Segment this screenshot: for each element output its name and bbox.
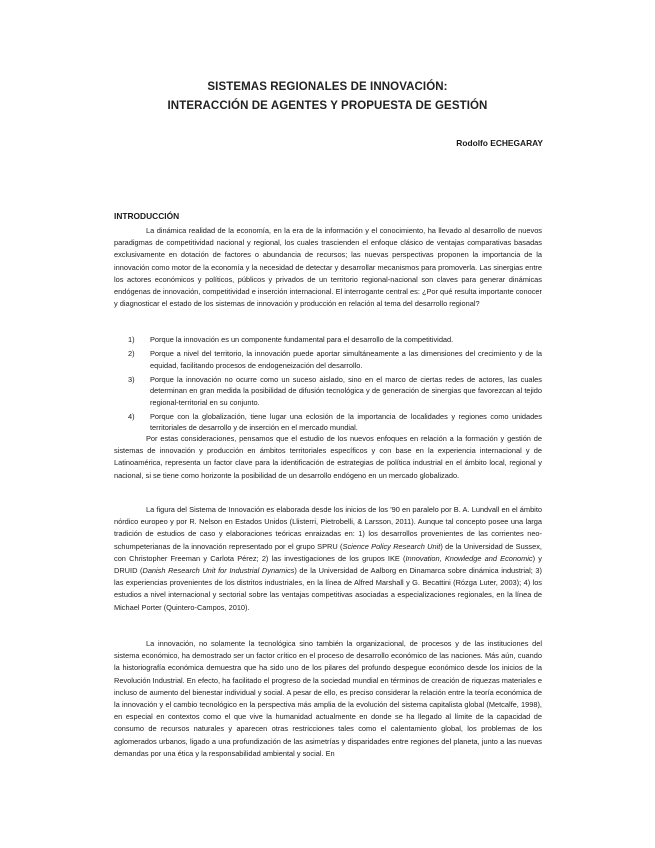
list-item-text: Porque la innovación no ocurre como un suceso aislado, sino en el marco de ciertas redes de actores, las cuales determinan en gran medida la posibilidad de difusión tecnológica y de generación de sinergias que favorezcan al tejido regional-territorial en su conjunto. bbox=[150, 374, 542, 407]
list-item bbox=[128, 348, 542, 371]
druid-name: Danish Research Unit for Industrial Dynamics bbox=[142, 566, 295, 576]
paragraph-1 bbox=[114, 225, 542, 310]
paragraph-4 bbox=[114, 638, 542, 760]
paragraph-3-part-c: ) de la Universidad de Sussex, con Christopher Freeman y Carlota Pérez; 2) las investigaciones de los grupos IKE ( bbox=[114, 541, 542, 563]
author-name: Rodolfo ECHEGARAY bbox=[456, 138, 543, 148]
list-item-number: 4) bbox=[128, 411, 135, 421]
paragraph-3-part-g: ) de la Universidad de Aalborg en Dinamarca sobre dinámica industrial; 3) las experiencias provenientes de los distritos industriales, en la línea de Alfred Marshall y G. Becattini (Rózga Luter, 2003); 4) los estudios a nivel internacional y sectorial sobre las ventajas competitivas asociadas a especializaciones regionales, en la línea de Michael Porter (Quintero-Campos, 2010). bbox=[114, 566, 542, 612]
ike-name: Innovation, Knowledge and Economic bbox=[405, 553, 533, 563]
list-item bbox=[128, 334, 542, 346]
paragraph-1-text: La dinámica realidad de la economía, en la era de la información y el conocimiento, ha llevado al desarrollo de nuevos paradigmas de competitividad nacional y regional, los cuales trascienden el enfoque clásico de ventajas comparativas basadas exclusivamente en dotación de factores o abundancia de recursos; las nuevas perspectivas proponen la importancia de la innovación como motor de la economía y la necesidad de detectar y desarrollar mecanismos para promoverla. Las sinergias entre los actores económicos y políticos, públicos y privados de un territorio regional-nacional son claves para generar dinámicas endógenas de innovación, competitividad e inserción internacional. El interrogante central es: ¿Por qué resulta importante conocer y diagnosticar el estado de los sistemas de innovación y producción en relación al tema del desarrollo regional? bbox=[114, 226, 542, 309]
list-item-number: 2) bbox=[128, 349, 135, 359]
title-line-1: SISTEMAS REGIONALES DE INNOVACIÓN: bbox=[207, 81, 448, 93]
paragraph-3-part-e: ) y DRUID ( bbox=[114, 553, 542, 576]
section-heading: INTRODUCCIÓN bbox=[114, 211, 180, 221]
paragraph-3-text bbox=[114, 504, 542, 614]
list-item-number: 3) bbox=[128, 374, 135, 384]
spru-name: Science Policy Research Unit bbox=[342, 541, 441, 551]
list-item-text: Porque la innovación es un componente fundamental para el desarrollo de la competitividad. bbox=[150, 335, 454, 344]
title-line-2: INTERACCIÓN DE AGENTES Y PROPUESTA DE GESTIÓN bbox=[167, 100, 488, 112]
list-item bbox=[128, 411, 542, 434]
paragraph-2 bbox=[114, 433, 542, 482]
paragraph-2-text: Por estas consideraciones, pensamos que el estudio de los nuevos enfoques en relación a la formación y gestión de sistemas de innovación y producción en ámbitos territoriales específicos y con base en la experiencia internacional y de Latinoamérica, representa un factor clave para la identificación de estrategias de política industrial en el ámbito local, regional y nacional, si se tiene como horizonte la posibilidad de un desarrollo endógeno en un mercado globalizado. bbox=[114, 434, 542, 480]
paragraph-3-part-a: La figura del Sistema de Innovación es elaborada desde los inicios de los '90 en paralelo por B. A. Lundvall en el ámbito nórdico europeo y por R. Nelson en Estados Unidos (Llisterri, Pietrobelli, & Larsson, 2011). Aunque tal concepto posee una larga tradición de estudios de caso y elaboraciones teóricas enraizadas en: 1) los desarrollos provenientes de las corrientes neo-schumpeterianas de la innovación representado por el grupo SPRU ( bbox=[114, 505, 542, 551]
list-item-number: 1) bbox=[128, 335, 135, 344]
list-item bbox=[128, 374, 542, 409]
paragraph-3 bbox=[114, 504, 542, 614]
list-item-text: Porque a nivel del territorio, la innovación puede aportar simultáneamente a las dimensiones del crecimiento y de la equidad, facilitando procesos de endogeneización del desarrollo. bbox=[150, 349, 542, 370]
reasons-list bbox=[128, 334, 542, 436]
paragraph-4-text: La innovación, no solamente la tecnológica sino también la organizacional, de procesos y de las instituciones del sistema económico, ha demostrado ser un factor crítico en el proceso de desarrollo económico de las naciones. Más aún, cuando la historiografía económica demuestra que ha sido uno de los pilares del profundo despegue económico desde los inicios de la Revolución Industrial. En efecto, ha facilitado el progreso de la sociedad mundial en términos de creación de riquezas materiales e incluso de aumento del bienestar individual y social. A pesar de ello, es preciso considerar la relación entre la teoría económica de la innovación y el cambio tecnológico en la perspectiva más amplia de la evolución del sistema capitalista global (Metcalfe, 1998), en especial en contextos como el que vive la humanidad actualmente en donde se ha llegado al límite de la capacidad de consumo de recursos naturales y aparecen otras restricciones tales como el calentamiento global, los problemas de los aglomerados urbanos, ligado a una profundización de las asimetrías y disparidades entre regiones del planeta, junto a las nuevas demandas por una ética y la responsabilidad ambiental y social. En bbox=[114, 639, 542, 758]
list-item-text: Porque con la globalización, tiene lugar una eclosión de la importancia de localidades y regiones como unidades territoriales de desarrollo y de inserción en el mercado mundial. bbox=[150, 411, 542, 433]
